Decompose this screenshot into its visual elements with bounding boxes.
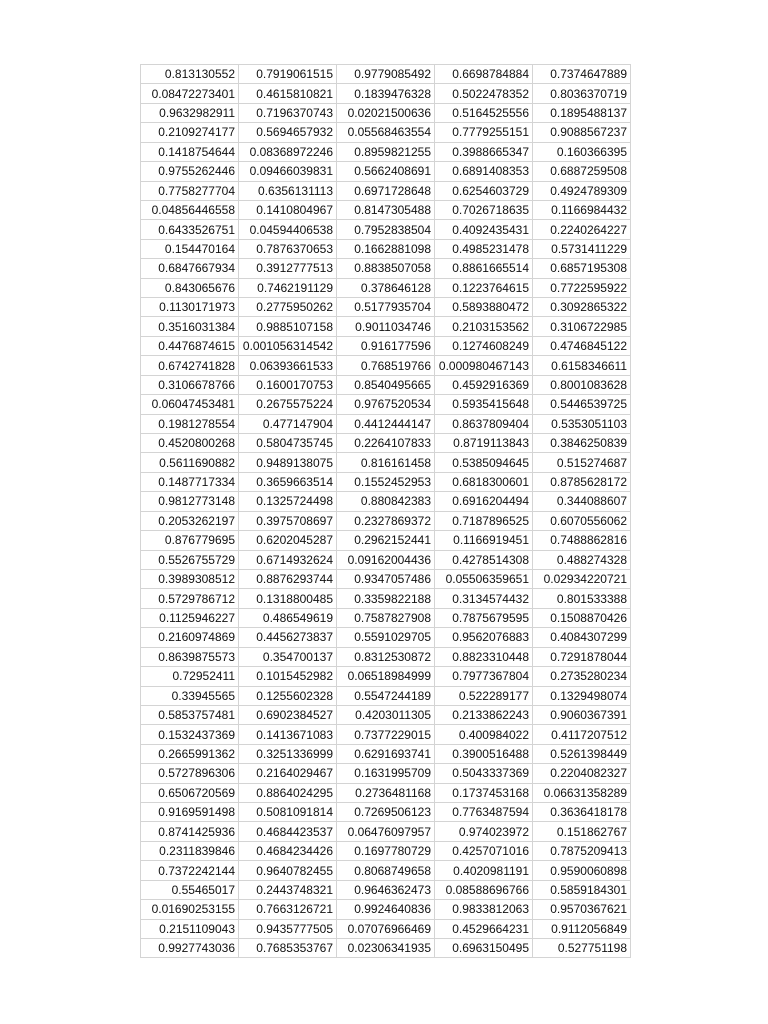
table-cell[interactable]: 0.9088567237	[533, 123, 631, 142]
table-cell[interactable]: 0.3988665347	[435, 142, 533, 161]
table-cell[interactable]: 0.8785628172	[533, 472, 631, 491]
table-cell[interactable]: 0.5893880472	[435, 298, 533, 317]
table-cell[interactable]: 0.6902384527	[239, 705, 337, 724]
table-row	[141, 783, 631, 802]
table-cell[interactable]: 0.5662408691	[337, 162, 435, 181]
table-row	[141, 336, 631, 355]
table-cell[interactable]: 0.5353051103	[533, 414, 631, 433]
table-cell[interactable]: 0.7488862816	[533, 531, 631, 550]
table-row	[141, 472, 631, 491]
table-cell[interactable]: 0.4257071016	[435, 841, 533, 860]
table-row	[141, 123, 631, 142]
table-cell[interactable]: 0.9347057486	[337, 569, 435, 588]
table-cell[interactable]: 0.7779255151	[435, 123, 533, 142]
table-cell[interactable]: 0.9562076883	[435, 628, 533, 647]
table-cell[interactable]: 0.1325724498	[239, 492, 337, 511]
table-cell[interactable]: 0.6202045287	[239, 531, 337, 550]
table-cell[interactable]: 0.1508870426	[533, 608, 631, 627]
table-cell[interactable]: 0.3846250839	[533, 434, 631, 453]
table-cell[interactable]: 0.1552452953	[337, 472, 435, 491]
table-row	[141, 880, 631, 899]
table-cell[interactable]: 0.3092865322	[533, 298, 631, 317]
table-cell[interactable]: 0.8838507058	[337, 259, 435, 278]
table-cell[interactable]: 0.151862767	[533, 822, 631, 841]
table-cell[interactable]: 0.5727896306	[141, 764, 239, 783]
table-cell[interactable]: 0.1737453168	[435, 783, 533, 802]
table-cell[interactable]: 0.6857195308	[533, 259, 631, 278]
table-cell[interactable]: 0.354700137	[239, 647, 337, 666]
table-cell[interactable]: 0.1223764615	[435, 278, 533, 297]
table-cell[interactable]: 0.8068749658	[337, 861, 435, 880]
table-cell[interactable]: 0.974023972	[435, 822, 533, 841]
table-cell[interactable]: 0.154470164	[141, 239, 239, 258]
table-cell[interactable]: 0.8147305488	[337, 200, 435, 219]
table-cell[interactable]: 0.8741425936	[141, 822, 239, 841]
table-cell[interactable]: 0.7875679595	[435, 608, 533, 627]
table-cell[interactable]: 0.477147904	[239, 414, 337, 433]
table-cell[interactable]: 0.2103153562	[435, 317, 533, 336]
table-cell[interactable]: 0.3900516488	[435, 744, 533, 763]
table-cell[interactable]: 0.7187896525	[435, 511, 533, 530]
table-cell[interactable]: 0.8637809404	[435, 414, 533, 433]
table-cell[interactable]: 0.8312530872	[337, 647, 435, 666]
table-cell[interactable]: 0.09162004436	[337, 550, 435, 569]
table-cell[interactable]: 0.7876370653	[239, 239, 337, 258]
table-cell[interactable]: 0.000980467143	[435, 356, 533, 375]
table-cell[interactable]: 0.1418754644	[141, 142, 239, 161]
table-cell[interactable]: 0.07076966469	[337, 919, 435, 938]
table-cell[interactable]: 0.5935415648	[435, 395, 533, 414]
table-cell[interactable]: 0.7919061515	[239, 65, 337, 84]
table-cell[interactable]: 0.916177596	[337, 336, 435, 355]
table-cell[interactable]: 0.4117207512	[533, 725, 631, 744]
table-cell[interactable]: 0.1410804967	[239, 200, 337, 219]
table-cell[interactable]: 0.1839476328	[337, 84, 435, 103]
table-row	[141, 298, 631, 317]
table-cell[interactable]: 0.001056314542	[239, 336, 337, 355]
table-row	[141, 511, 631, 530]
table-cell[interactable]: 0.4924789309	[533, 181, 631, 200]
table-cell[interactable]: 0.2109274177	[141, 123, 239, 142]
table-cell[interactable]: 0.1255602328	[239, 686, 337, 705]
table-cell[interactable]: 0.06631358289	[533, 783, 631, 802]
table-cell[interactable]: 0.8959821255	[337, 142, 435, 161]
table-cell[interactable]: 0.4476874615	[141, 336, 239, 355]
table-cell[interactable]: 0.1981278554	[141, 414, 239, 433]
table-row	[141, 278, 631, 297]
table-cell[interactable]: 0.4456273837	[239, 628, 337, 647]
table-cell[interactable]: 0.2133862243	[435, 705, 533, 724]
table-cell[interactable]: 0.6916204494	[435, 492, 533, 511]
table-cell[interactable]: 0.2775950262	[239, 298, 337, 317]
table-cell[interactable]: 0.160366395	[533, 142, 631, 161]
table-cell[interactable]: 0.7372242144	[141, 861, 239, 880]
table-cell[interactable]: 0.5731411229	[533, 239, 631, 258]
table-cell[interactable]: 0.2160974869	[141, 628, 239, 647]
table-cell[interactable]: 0.05506359651	[435, 569, 533, 588]
table-cell[interactable]: 0.2735280234	[533, 667, 631, 686]
table-cell[interactable]: 0.5859184301	[533, 880, 631, 899]
table-cell[interactable]: 0.9767520534	[337, 395, 435, 414]
table-cell[interactable]: 0.1166919451	[435, 531, 533, 550]
table-cell[interactable]: 0.3636418178	[533, 803, 631, 822]
table-cell[interactable]: 0.6742741828	[141, 356, 239, 375]
table-cell[interactable]: 0.8639875573	[141, 647, 239, 666]
table-row	[141, 628, 631, 647]
table-cell[interactable]: 0.06393661533	[239, 356, 337, 375]
table-cell[interactable]: 0.1413671083	[239, 725, 337, 744]
table-cell[interactable]: 0.1697780729	[337, 841, 435, 860]
table-row	[141, 531, 631, 550]
table-cell[interactable]: 0.33945565	[141, 686, 239, 705]
table-cell[interactable]: 0.6254603729	[435, 181, 533, 200]
table-cell[interactable]: 0.5261398449	[533, 744, 631, 763]
table-cell[interactable]: 0.8823310448	[435, 647, 533, 666]
table-cell[interactable]: 0.2240264227	[533, 220, 631, 239]
table-cell[interactable]: 0.4684423537	[239, 822, 337, 841]
table-cell[interactable]: 0.1631995709	[337, 764, 435, 783]
table-cell[interactable]: 0.378646128	[337, 278, 435, 297]
table-row	[141, 919, 631, 938]
table-row	[141, 938, 631, 957]
table-row	[141, 317, 631, 336]
table-cell[interactable]: 0.1166984432	[533, 200, 631, 219]
table-cell[interactable]: 0.2962152441	[337, 531, 435, 550]
table-cell[interactable]: 0.5164525556	[435, 103, 533, 122]
table-cell[interactable]: 0.02934220721	[533, 569, 631, 588]
table-row	[141, 239, 631, 258]
table-cell[interactable]: 0.7758277704	[141, 181, 239, 200]
table-row	[141, 142, 631, 161]
table-cell[interactable]: 0.04856446558	[141, 200, 239, 219]
table-cell[interactable]: 0.6887259508	[533, 162, 631, 181]
table-cell[interactable]: 0.3989308512	[141, 569, 239, 588]
table-row	[141, 841, 631, 860]
table-row	[141, 414, 631, 433]
table-row	[141, 744, 631, 763]
table-cell[interactable]: 0.2151109043	[141, 919, 239, 938]
table-cell[interactable]: 0.3251336999	[239, 744, 337, 763]
table-cell[interactable]: 0.1329498074	[533, 686, 631, 705]
table-row	[141, 103, 631, 122]
table-row	[141, 181, 631, 200]
table-cell[interactable]: 0.4684234426	[239, 841, 337, 860]
table-cell[interactable]: 0.4520800268	[141, 434, 239, 453]
table-cell[interactable]: 0.06047453481	[141, 395, 239, 414]
table-cell[interactable]: 0.9927743036	[141, 938, 239, 957]
table-cell[interactable]: 0.9435777505	[239, 919, 337, 938]
table-cell[interactable]: 0.5729786712	[141, 589, 239, 608]
table-cell[interactable]: 0.7462191129	[239, 278, 337, 297]
table-cell[interactable]: 0.1895488137	[533, 103, 631, 122]
table-cell[interactable]: 0.9924640836	[337, 900, 435, 919]
table-cell[interactable]: 0.344088607	[533, 492, 631, 511]
table-cell[interactable]: 0.02021500636	[337, 103, 435, 122]
table-cell[interactable]: 0.8861665514	[435, 259, 533, 278]
table-cell[interactable]: 0.6291693741	[337, 744, 435, 763]
table-cell[interactable]: 0.7977367804	[435, 667, 533, 686]
table-cell[interactable]: 0.9885107158	[239, 317, 337, 336]
table-cell[interactable]: 0.9755262446	[141, 162, 239, 181]
table-cell[interactable]: 0.9489138075	[239, 453, 337, 472]
table-cell[interactable]: 0.5022478352	[435, 84, 533, 103]
table-cell[interactable]: 0.6963150495	[435, 938, 533, 957]
table-cell[interactable]: 0.9812773148	[141, 492, 239, 511]
table-cell[interactable]: 0.1274608249	[435, 336, 533, 355]
table-row	[141, 589, 631, 608]
table-cell[interactable]: 0.72952411	[141, 667, 239, 686]
table-cell[interactable]: 0.6158346611	[533, 356, 631, 375]
table-cell[interactable]: 0.6847667934	[141, 259, 239, 278]
table-cell[interactable]: 0.6356131113	[239, 181, 337, 200]
table-cell[interactable]: 0.6506720569	[141, 783, 239, 802]
table-cell[interactable]: 0.4615810821	[239, 84, 337, 103]
table-cell[interactable]: 0.05568463554	[337, 123, 435, 142]
table-cell[interactable]: 0.55465017	[141, 880, 239, 899]
table-cell[interactable]: 0.9112056849	[533, 919, 631, 938]
table-row	[141, 569, 631, 588]
table-cell[interactable]: 0.7587827908	[337, 608, 435, 627]
table-row	[141, 395, 631, 414]
table-cell[interactable]: 0.876779695	[141, 531, 239, 550]
table-cell[interactable]: 0.7269506123	[337, 803, 435, 822]
table-cell[interactable]: 0.5611690882	[141, 453, 239, 472]
table-cell[interactable]: 0.7763487594	[435, 803, 533, 822]
data-table-body	[141, 65, 631, 958]
table-cell[interactable]: 0.5043337369	[435, 764, 533, 783]
table-cell[interactable]: 0.9632982911	[141, 103, 239, 122]
table-cell[interactable]: 0.2665991362	[141, 744, 239, 763]
table-cell[interactable]: 0.9779085492	[337, 65, 435, 84]
table-cell[interactable]: 0.5177935704	[337, 298, 435, 317]
table-cell[interactable]: 0.4529664231	[435, 919, 533, 938]
table-cell[interactable]: 0.3134574432	[435, 589, 533, 608]
table-cell[interactable]: 0.01690253155	[141, 900, 239, 919]
table-cell[interactable]: 0.1487717334	[141, 472, 239, 491]
table-cell[interactable]: 0.816161458	[337, 453, 435, 472]
table-cell[interactable]: 0.768519766	[337, 356, 435, 375]
table-row	[141, 453, 631, 472]
table-row	[141, 492, 631, 511]
table-cell[interactable]: 0.515274687	[533, 453, 631, 472]
table-cell[interactable]: 0.880842383	[337, 492, 435, 511]
table-cell[interactable]: 0.7026718635	[435, 200, 533, 219]
table-cell[interactable]: 0.6698784884	[435, 65, 533, 84]
table-cell[interactable]: 0.1125946227	[141, 608, 239, 627]
table-cell[interactable]: 0.7875209413	[533, 841, 631, 860]
table-cell[interactable]: 0.8036370719	[533, 84, 631, 103]
table-cell[interactable]: 0.2675575224	[239, 395, 337, 414]
table-cell[interactable]: 0.5694657932	[239, 123, 337, 142]
table-cell[interactable]: 0.3516031384	[141, 317, 239, 336]
table-cell[interactable]: 0.6818300601	[435, 472, 533, 491]
table-cell[interactable]: 0.5446539725	[533, 395, 631, 414]
table-row	[141, 725, 631, 744]
table-cell[interactable]: 0.7663126721	[239, 900, 337, 919]
table-row	[141, 705, 631, 724]
table-cell[interactable]: 0.6070556062	[533, 511, 631, 530]
data-table	[140, 64, 631, 958]
table-cell[interactable]: 0.9640782455	[239, 861, 337, 880]
table-cell[interactable]: 0.2736481168	[337, 783, 435, 802]
table-row	[141, 764, 631, 783]
table-cell[interactable]: 0.6433526751	[141, 220, 239, 239]
table-cell[interactable]: 0.09466039831	[239, 162, 337, 181]
table-cell[interactable]: 0.8540495665	[337, 375, 435, 394]
table-cell[interactable]: 0.3912777513	[239, 259, 337, 278]
table-row	[141, 65, 631, 84]
table-cell[interactable]: 0.4020981191	[435, 861, 533, 880]
table-cell[interactable]: 0.9590060898	[533, 861, 631, 880]
table-cell[interactable]: 0.9011034746	[337, 317, 435, 336]
table-cell[interactable]: 0.3106722985	[533, 317, 631, 336]
table-row	[141, 647, 631, 666]
table-cell[interactable]: 0.2164029467	[239, 764, 337, 783]
table-row	[141, 259, 631, 278]
table-cell[interactable]: 0.7377229015	[337, 725, 435, 744]
table-cell[interactable]: 0.3975708697	[239, 511, 337, 530]
table-cell[interactable]: 0.3106678766	[141, 375, 239, 394]
table-cell[interactable]: 0.5804735745	[239, 434, 337, 453]
table-cell[interactable]: 0.4746845122	[533, 336, 631, 355]
table-cell[interactable]: 0.8719113843	[435, 434, 533, 453]
table-row	[141, 356, 631, 375]
table-cell[interactable]: 0.08472273401	[141, 84, 239, 103]
table-cell[interactable]: 0.3659663514	[239, 472, 337, 491]
table-cell[interactable]: 0.8864024295	[239, 783, 337, 802]
table-cell[interactable]: 0.7952838504	[337, 220, 435, 239]
table-cell[interactable]: 0.2204082327	[533, 764, 631, 783]
table-cell[interactable]: 0.04594406538	[239, 220, 337, 239]
table-row	[141, 822, 631, 841]
table-cell[interactable]: 0.9646362473	[337, 880, 435, 899]
table-row	[141, 900, 631, 919]
table-cell[interactable]: 0.2327869372	[337, 511, 435, 530]
table-cell[interactable]: 0.7722595922	[533, 278, 631, 297]
table-cell[interactable]: 0.1600170753	[239, 375, 337, 394]
table-cell[interactable]: 0.527751198	[533, 938, 631, 957]
table-row	[141, 84, 631, 103]
table-cell[interactable]: 0.801533388	[533, 589, 631, 608]
table-cell[interactable]: 0.1532437369	[141, 725, 239, 744]
table-cell[interactable]: 0.1662881098	[337, 239, 435, 258]
table-cell[interactable]: 0.9833812063	[435, 900, 533, 919]
table-cell[interactable]: 0.9060367391	[533, 705, 631, 724]
table-cell[interactable]: 0.7196370743	[239, 103, 337, 122]
table-cell[interactable]: 0.6891408353	[435, 162, 533, 181]
table-cell[interactable]: 0.843065676	[141, 278, 239, 297]
table-cell[interactable]: 0.2443748321	[239, 880, 337, 899]
table-cell[interactable]: 0.4985231478	[435, 239, 533, 258]
table-cell[interactable]: 0.486549619	[239, 608, 337, 627]
table-cell[interactable]: 0.2311839846	[141, 841, 239, 860]
table-cell[interactable]: 0.9169591498	[141, 803, 239, 822]
table-cell[interactable]: 0.06476097957	[337, 822, 435, 841]
table-cell[interactable]: 0.1318800485	[239, 589, 337, 608]
table-cell[interactable]: 0.08368972246	[239, 142, 337, 161]
table-cell[interactable]: 0.02306341935	[337, 938, 435, 957]
table-cell[interactable]: 0.5526755729	[141, 550, 239, 569]
table-cell[interactable]: 0.3359822188	[337, 589, 435, 608]
table-cell[interactable]: 0.8876293744	[239, 569, 337, 588]
table-cell[interactable]: 0.7291878044	[533, 647, 631, 666]
table-cell[interactable]: 0.4092435431	[435, 220, 533, 239]
table-cell[interactable]: 0.813130552	[141, 65, 239, 84]
table-cell[interactable]: 0.2264107833	[337, 434, 435, 453]
table-cell[interactable]: 0.7374647889	[533, 65, 631, 84]
table-cell[interactable]: 0.4084307299	[533, 628, 631, 647]
table-row	[141, 608, 631, 627]
table-cell[interactable]: 0.6714932624	[239, 550, 337, 569]
table-row	[141, 861, 631, 880]
table-cell[interactable]: 0.4412444147	[337, 414, 435, 433]
table-cell[interactable]: 0.4203011305	[337, 705, 435, 724]
table-cell[interactable]: 0.8001083628	[533, 375, 631, 394]
table-cell[interactable]: 0.400984022	[435, 725, 533, 744]
table-row	[141, 667, 631, 686]
table-row	[141, 200, 631, 219]
table-cell[interactable]: 0.6971728648	[337, 181, 435, 200]
table-row	[141, 686, 631, 705]
table-row	[141, 220, 631, 239]
table-row	[141, 162, 631, 181]
table-row	[141, 550, 631, 569]
table-row	[141, 434, 631, 453]
table-cell[interactable]: 0.2053262197	[141, 511, 239, 530]
table-cell[interactable]: 0.9570367621	[533, 900, 631, 919]
table-cell[interactable]: 0.4592916369	[435, 375, 533, 394]
table-cell[interactable]: 0.5081091814	[239, 803, 337, 822]
table-row	[141, 803, 631, 822]
table-cell[interactable]: 0.06518984999	[337, 667, 435, 686]
table-cell[interactable]: 0.5853757481	[141, 705, 239, 724]
table-cell[interactable]: 0.522289177	[435, 686, 533, 705]
table-cell[interactable]: 0.5385094645	[435, 453, 533, 472]
table-cell[interactable]: 0.08588696766	[435, 880, 533, 899]
table-cell[interactable]: 0.7685353767	[239, 938, 337, 957]
table-cell[interactable]: 0.1015452982	[239, 667, 337, 686]
table-cell[interactable]: 0.4278514308	[435, 550, 533, 569]
table-cell[interactable]: 0.1130171973	[141, 298, 239, 317]
table-cell[interactable]: 0.5591029705	[337, 628, 435, 647]
table-row	[141, 375, 631, 394]
table-cell[interactable]: 0.5547244189	[337, 686, 435, 705]
table-cell[interactable]: 0.488274328	[533, 550, 631, 569]
